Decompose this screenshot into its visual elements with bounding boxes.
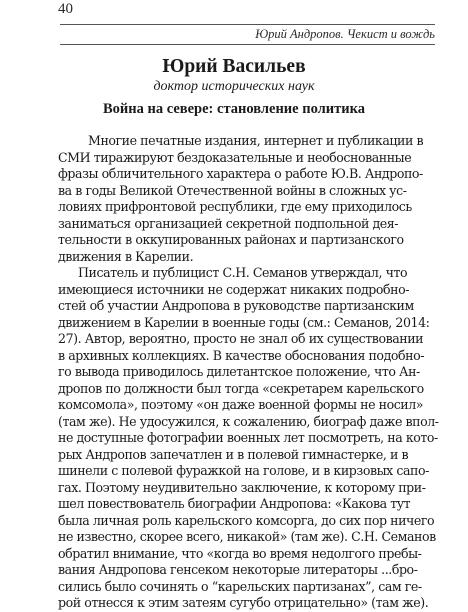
paragraph-1 xyxy=(58,133,438,265)
text-line: ловиях прифронтовой республики, где ему приходилось xyxy=(58,199,412,214)
text-line: имеющиеся источники не содержат никаких подробно- xyxy=(58,281,410,297)
text-line: движения в Карелии. xyxy=(58,248,194,264)
text-line: рых Андропов запечатлен и в полевой гимнастерке, и в xyxy=(58,446,409,462)
text-line: Писатель и публицист С.Н. Семанов утверждал, что xyxy=(78,265,408,280)
paragraph-2 xyxy=(58,265,438,612)
text-line: шел повествователь биографии Андропова: «Какова тут xyxy=(58,496,411,511)
text-line: СМИ тиражируют бездоказательные и необоснованные xyxy=(58,149,412,165)
running-header: Юрий Андропов. Чекист и вождь xyxy=(60,24,435,45)
page-number: 40 xyxy=(58,1,73,17)
article-title: Война на севере: становление политика xyxy=(103,101,365,117)
article-body xyxy=(58,133,438,612)
text-line: была личная роль карельского комсорга, до сих пор ничего xyxy=(58,512,435,528)
text-line: тельности в оккупированных районах и партизанского xyxy=(58,232,404,247)
text-line: стей об участии Андропова в руководстве партизанским xyxy=(58,298,414,313)
author-degree: доктор исторических наук xyxy=(153,79,315,94)
text-line: не известно, скорее всего, никакой» (там же). С.Н. Семанов xyxy=(58,529,436,544)
text-line: обратил внимание, что «когда во время недолгого пребы- xyxy=(58,545,422,561)
text-line: 27). Автор, вероятно, просто не знал об их существовании xyxy=(58,331,424,346)
text-line: гах. Поэтому неудивительно заключение, к которому при- xyxy=(58,479,426,495)
text-line: заниматься организацией секретной подпольной дея- xyxy=(58,215,399,231)
text-line: не доступные фотографии военных лет посмотреть, на кото- xyxy=(58,430,438,445)
text-line: сились было сочинять о “карельских партизанах”, сам ге- xyxy=(58,578,422,594)
text-line: шинели с полевой фуражкой на голове, и в кирзовых сапо- xyxy=(58,463,429,478)
text-line: (там же). Не удосужился, к сожалению, биограф даже впол- xyxy=(58,413,439,429)
text-line: дропов по должности был тогда «секретарем карельского xyxy=(58,380,424,396)
text-line: в архивных коллекциях. В качестве обоснования подобно- xyxy=(58,347,425,363)
author-name: Юрий Васильев xyxy=(162,56,306,77)
text-line: движением в Карелии в военные годы (см.: Семанов, 2014: xyxy=(58,314,430,330)
text-line: го вывода приводилось дилетантское положение, что Ан- xyxy=(58,364,420,379)
text-line: Многие печатные издания, интернет и публикации в xyxy=(88,133,424,148)
text-line: рой отнесся к этим затеям сугубо отрицательно» (там же). xyxy=(58,595,429,610)
text-line: вания Андропова генсеком некоторые литераторы ...бро- xyxy=(58,562,418,577)
text-line: ва в годы Великой Отечественной войны в сложных ус- xyxy=(58,182,407,198)
text-line: фразы обличительного характера о работе Ю.В. Андропо- xyxy=(58,166,423,181)
text-line: комсомола», поэтому «он даже военной формы не носил» xyxy=(58,397,424,412)
